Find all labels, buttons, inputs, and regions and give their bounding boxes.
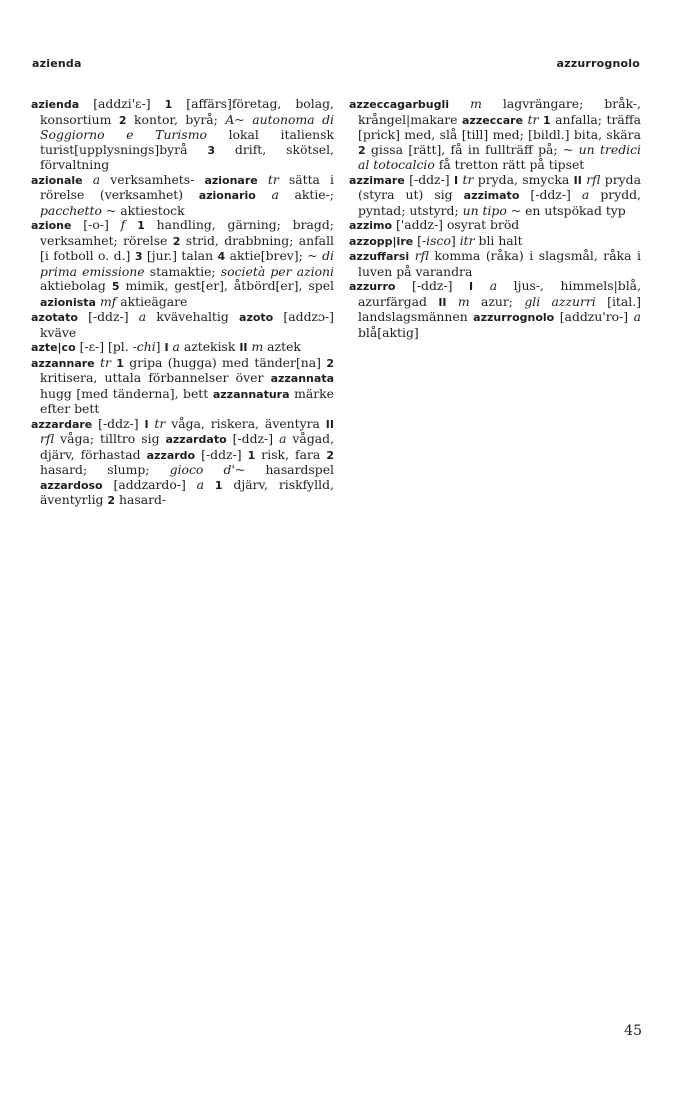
entry-italic: a [279, 431, 287, 446]
entry-bold: azzannatura [212, 387, 290, 401]
entry-bold: azzuffarsi [349, 250, 410, 263]
entry-text: komma (råka) i slagsmål, råka i luven på varandra [358, 248, 641, 279]
entry-text [204, 477, 215, 492]
entry-text: blå[aktig] [358, 324, 419, 340]
entry-italic: a [172, 339, 180, 354]
entry-text: [addzu'ro-] [554, 309, 634, 324]
entry-text: verksamhets- [100, 171, 205, 187]
entry-text: bli halt [474, 232, 523, 248]
entry-text: kvävehaltig [146, 309, 240, 324]
entry-bold: azzopp|ire [349, 234, 414, 248]
entry-bold: II [573, 173, 582, 187]
entry-text: [affärs]företag, bolag, konsortium [40, 96, 334, 127]
entry-italic: pacchetto [40, 202, 102, 218]
dictionary-entry [349, 279, 641, 340]
entry-italic: rfl [586, 171, 601, 187]
entry-italic: -isco [422, 232, 451, 248]
entry-bold: azzardo [146, 448, 196, 462]
entry-italic: rfl [414, 248, 429, 263]
entry-text [473, 278, 490, 293]
entry-italic: un tipo [462, 202, 507, 218]
entry-text: gissa [rätt], få in fullträff på; ~ [365, 141, 579, 157]
entry-text: risk, fara [255, 446, 327, 462]
entry-text: märke efter bett [40, 385, 334, 416]
entry-text: [ [413, 232, 422, 248]
entry-italic: m [470, 96, 482, 111]
entry-bold: 1 [137, 219, 145, 232]
entry-bold: 2 [118, 113, 127, 127]
entry-italic: a [196, 476, 205, 492]
entry-text: våga; tilltro sig [54, 431, 166, 446]
dictionary-entry [31, 417, 334, 509]
entry-text: azur; [469, 293, 525, 309]
entry-text: ljus-, himmels|blå, azurfärgad [358, 278, 642, 309]
entry-bold: azzurrognolo [473, 311, 555, 324]
entry-text: [addzɔ-] kväve [40, 309, 335, 340]
entry-text [125, 217, 137, 232]
entry-bold: 3 [134, 250, 143, 263]
entry-bold: 2 [107, 494, 116, 507]
entry-text: strid, drabbning; anfall [i fotboll o. d.] [40, 232, 334, 263]
dictionary-entry [31, 340, 334, 356]
entry-italic: a [581, 187, 590, 202]
entry-bold: I [469, 280, 474, 293]
entry-bold: azione [31, 219, 72, 232]
entry-text: pryda (styra ut) sig [358, 171, 641, 202]
entry-text: stamaktie; [144, 263, 221, 279]
dictionary-entry [31, 173, 334, 219]
dictionary-entry [31, 310, 334, 340]
entry-bold: azzimare [349, 173, 405, 187]
entry-text: ~ hasardspel [234, 462, 335, 477]
entry-italic: A~ autonoma di Soggiorno e Turismo [40, 111, 334, 142]
entry-text: våga, riskera, äventyra [165, 415, 326, 431]
entry-text: hasard; slump; [40, 462, 170, 477]
entry-bold: azzeccagarbugli [349, 98, 449, 111]
entry-text: [ital.] landslagsmännen [358, 293, 642, 324]
entry-bold: II [325, 417, 334, 431]
entry-italic: m [251, 339, 264, 354]
entry-bold: II [438, 295, 447, 309]
entry-text: aktie-; [278, 187, 334, 202]
entry-italic: gli azzurri [524, 293, 596, 309]
dictionary-entry [349, 173, 641, 219]
entry-bold: I [164, 341, 169, 354]
entry-italic: tr [100, 354, 111, 370]
entry-italic: rfl [40, 431, 55, 446]
entry-text: få tretton rätt på tipset [434, 157, 585, 172]
entry-bold: 1 [116, 356, 124, 370]
entry-text: [-ddz-] [92, 415, 145, 431]
entry-bold: azotato [31, 311, 78, 324]
entry-italic: a [271, 187, 279, 202]
entry-italic: itr [459, 232, 475, 248]
entry-bold: azienda [31, 98, 80, 111]
entry-bold: azzannata [270, 372, 334, 385]
dictionary-entry [349, 249, 641, 279]
entry-text: [addzi'ɛ-] [79, 96, 165, 111]
entry-text: hugg [med tänderna], bett [40, 385, 213, 401]
entry-text: [-ɛ-] [pl. [75, 339, 133, 354]
entry-text: hasard- [115, 492, 167, 507]
right-column [349, 97, 641, 340]
entry-text: kontor, byrå; [126, 111, 226, 127]
entry-text [449, 96, 470, 111]
entry-text: aktieägare [116, 293, 188, 309]
entry-bold: 2 [326, 356, 334, 370]
entry-text: ] [450, 232, 460, 248]
entry-bold: 4 [217, 250, 226, 263]
entry-italic: gioco d' [169, 462, 235, 477]
entry-text: [-ddz-] [77, 309, 139, 324]
entry-italic: tr [154, 415, 166, 431]
entry-text: gripa (hugga) med tänder[na] [123, 354, 327, 370]
dictionary-entry [349, 97, 641, 173]
entry-bold: azzeccare [462, 113, 524, 127]
entry-text: [-o-] [71, 217, 121, 232]
entry-text: [-ddz-] [395, 278, 470, 293]
entry-italic: m [457, 293, 470, 309]
entry-text: ] [155, 339, 165, 354]
entry-text: prydd, pyntad; utstyrd; [358, 187, 641, 218]
entry-italic: tr [267, 171, 279, 187]
entry-bold: azzannare [31, 356, 95, 370]
entry-bold: azzardare [31, 417, 93, 431]
entry-text: [-ddz-] [519, 187, 582, 202]
entry-italic: a [138, 309, 147, 324]
entry-italic: società per azioni [220, 263, 335, 279]
entry-text: [jur.] talan [142, 248, 218, 263]
entry-italic: f [120, 217, 126, 232]
entry-text: vågad, djärv, förhastad [40, 431, 335, 462]
entry-italic: a [633, 309, 642, 324]
dictionary-entry [349, 234, 641, 250]
entry-bold: 5 [111, 280, 120, 293]
entry-text: [addzardo-] [102, 476, 197, 492]
entry-bold: 1 [214, 478, 223, 492]
entry-text: aztekisk [179, 339, 240, 354]
running-head-left: azienda [32, 57, 82, 70]
entry-text: kritisera, uttala förbannelser över [40, 370, 271, 385]
entry-bold: azzardoso [40, 478, 103, 492]
entry-text: ['addz-] osyrat bröd [392, 217, 520, 232]
entry-italic: -chi [132, 339, 156, 354]
entry-text: lokal italiensk turist[upplysnings]byrå [40, 127, 334, 157]
entry-italic: a [92, 171, 101, 187]
entry-bold: azoto [239, 311, 274, 324]
entry-text: aktiebolag [40, 278, 112, 293]
entry-text: sätta i rörelse (verksamhet) [40, 171, 334, 202]
entry-bold: azionare [204, 173, 258, 187]
dictionary-entry [31, 97, 334, 173]
entry-italic: a [489, 278, 498, 293]
left-column [31, 97, 334, 509]
running-head-right: azzurrognolo [556, 57, 640, 70]
entry-bold: I [454, 173, 459, 187]
entry-bold: 2 [358, 143, 366, 157]
entry-italic: di prima emissione [40, 248, 334, 279]
entry-bold: 3 [207, 143, 216, 157]
entry-text: mimik, gest[er], åtbörd[er], spel [119, 278, 334, 293]
entry-text: aktie[brev]; ~ [225, 248, 323, 263]
entry-bold: azte|co [31, 341, 76, 354]
entry-italic: tr [527, 111, 539, 127]
entry-italic: tr [462, 171, 474, 187]
entry-bold: azzimo [349, 219, 393, 232]
entry-bold: azionario [198, 189, 256, 202]
dictionary-entry [349, 218, 641, 234]
entry-text: anfalla; träffa [prick] med, slå [till] med; [bildl.] bita, skära [358, 111, 641, 142]
entry-text: [-ddz-] [195, 446, 248, 462]
entry-text: lagvrängare; bråk-, krångel|makare [358, 96, 641, 127]
entry-bold: 2 [172, 234, 181, 248]
entry-text [256, 187, 272, 202]
entry-italic: un tredici al totocalcio [358, 141, 641, 172]
entry-text [447, 294, 458, 309]
entry-bold: 2 [326, 448, 335, 462]
entry-bold: 1 [164, 98, 173, 111]
entry-text [258, 172, 268, 187]
entry-text: [-ddz-] [404, 171, 454, 187]
entry-text: handling, gärning; bragd; verksamhet; rörelse [40, 217, 334, 248]
entry-text: drift, skötsel, förvaltning [40, 141, 334, 172]
entry-text: ~ aktiestock [101, 202, 185, 218]
dictionary-entry [31, 356, 334, 417]
page-number: 45 [624, 1023, 642, 1039]
entry-bold: I [144, 417, 149, 431]
entry-italic: mf [99, 293, 117, 309]
entry-bold: azzimato [463, 189, 520, 202]
entry-bold: azzardato [165, 433, 227, 446]
entry-bold: azionale [31, 173, 83, 187]
entry-bold: 1 [542, 113, 551, 127]
entry-bold: azionista [40, 295, 96, 309]
entry-bold: II [239, 341, 248, 354]
entry-text: ~ en utspökad typ [506, 202, 626, 218]
entry-bold: azzurro [349, 280, 396, 293]
entry-text: [-ddz-] [226, 431, 280, 446]
entry-text: aztek [263, 339, 301, 354]
entry-bold: 1 [247, 448, 256, 462]
entry-text: pryda, smycka [473, 171, 574, 187]
dictionary-entry [31, 218, 334, 310]
entry-text: djärv, riskfylld, äventyrlig [40, 476, 334, 507]
entry-text [83, 172, 93, 187]
